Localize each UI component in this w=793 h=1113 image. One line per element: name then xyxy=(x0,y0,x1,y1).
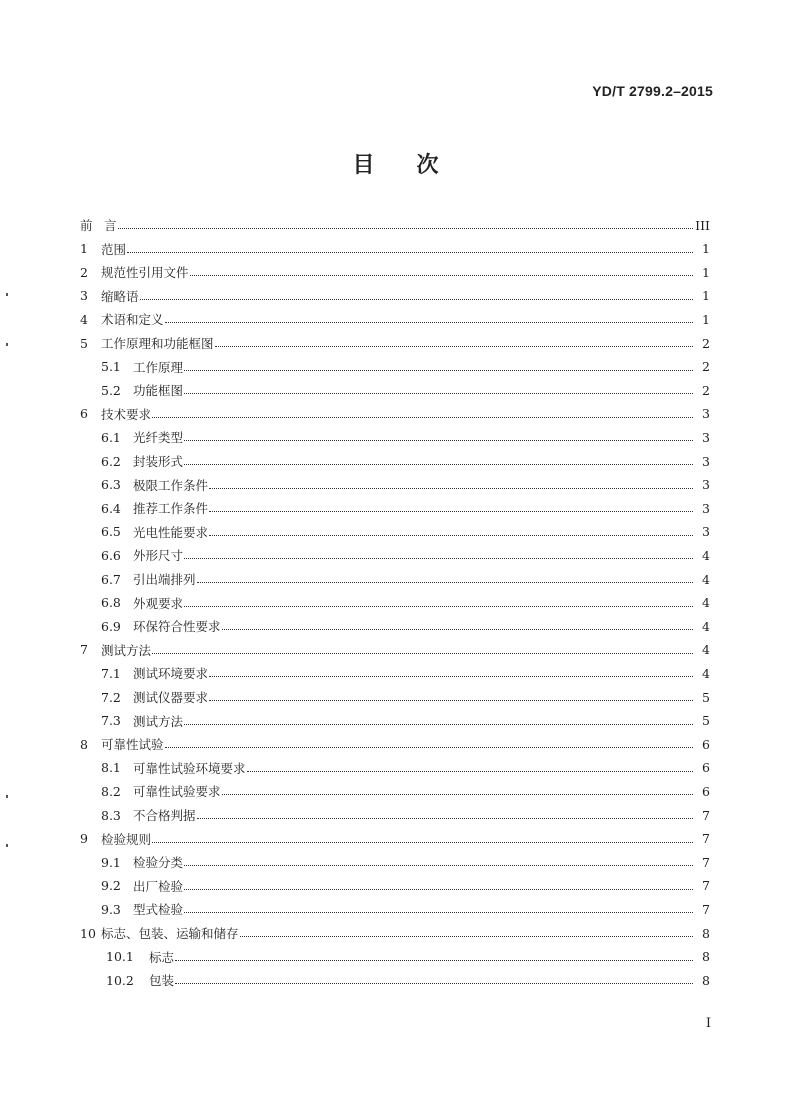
toc-entry-title: 检验分类 xyxy=(133,855,184,871)
toc-dot-leader xyxy=(184,463,693,465)
toc-dot-leader xyxy=(152,652,693,654)
toc-dot-leader xyxy=(175,982,693,984)
toc-entry-title: 推荐工作条件 xyxy=(133,501,209,517)
scan-speck xyxy=(6,343,8,346)
toc-entry-title: 缩略语 xyxy=(101,288,139,304)
toc-entry xyxy=(101,592,710,614)
toc-entry-number: 9 xyxy=(80,831,88,847)
toc-entry-page: 7 xyxy=(702,878,710,894)
toc-entry-title: 范围 xyxy=(101,241,127,257)
toc-entry-page: 1 xyxy=(702,288,710,304)
toc-entry xyxy=(80,922,710,944)
toc-entry xyxy=(80,238,710,260)
toc-entry-number: 6.5 xyxy=(101,524,121,540)
toc-entry-number: 前 xyxy=(80,218,93,233)
toc-entry xyxy=(106,969,710,991)
toc-entry xyxy=(80,828,710,850)
toc-entry-page: 4 xyxy=(702,665,710,681)
toc-entry xyxy=(101,662,710,684)
toc-entry-number: 5.1 xyxy=(101,359,121,375)
toc-entry xyxy=(101,851,710,873)
toc-entry-page: 3 xyxy=(702,429,710,445)
toc-entry xyxy=(106,946,710,968)
toc-dot-leader xyxy=(184,864,693,866)
toc-entry-title: 测试方法 xyxy=(133,713,184,729)
toc-entry xyxy=(80,332,710,354)
toc-entry-number: 5 xyxy=(80,335,88,351)
toc-entry-page: 4 xyxy=(702,547,710,563)
toc-dot-leader xyxy=(247,770,693,772)
toc-entry xyxy=(80,214,710,236)
toc-entry-number: 2 xyxy=(80,264,88,280)
toc-dot-leader xyxy=(184,888,693,890)
toc-entry-page: 1 xyxy=(702,311,710,327)
toc-dot-leader xyxy=(222,628,693,630)
toc-entry-number: 7 xyxy=(80,642,88,658)
toc-entry xyxy=(80,639,710,661)
toc-entry-page: 3 xyxy=(702,524,710,540)
toc-entry xyxy=(101,521,710,543)
toc-entry xyxy=(101,710,710,732)
toc-entry-page: 8 xyxy=(702,972,710,988)
toc-entry-number: 6 xyxy=(80,406,88,422)
toc-entry-number: 6.7 xyxy=(101,571,121,587)
toc-entry-number: 6.9 xyxy=(101,618,121,634)
toc-dot-leader xyxy=(209,510,693,512)
toc-entry-title: 测试仪器要求 xyxy=(133,690,209,705)
toc-dot-leader xyxy=(215,345,693,347)
toc-entry xyxy=(80,733,710,755)
toc-entry-title: 标志、包装、运输和储存 xyxy=(101,926,239,941)
toc-entry xyxy=(101,426,710,448)
toc-entry-page: 6 xyxy=(702,736,710,752)
toc-entry-page: 7 xyxy=(702,807,710,823)
toc-entry-number: 6.1 xyxy=(101,429,121,445)
toc-dot-leader xyxy=(127,251,693,253)
toc-entry-page: 2 xyxy=(702,382,710,398)
toc-entry-title: 术语和定义 xyxy=(101,312,164,328)
toc-entry-title: 出厂检验 xyxy=(133,878,184,894)
toc-entry-number: 3 xyxy=(80,288,88,304)
toc-dot-leader xyxy=(209,487,693,489)
toc-dot-leader xyxy=(152,416,693,418)
toc-entry-title: 规范性引用文件 xyxy=(101,265,189,281)
toc-entry-number: 9.2 xyxy=(101,878,121,894)
toc-entry-number: 8.3 xyxy=(101,807,121,823)
toc-dot-leader xyxy=(240,935,693,937)
toc-entry-page: 6 xyxy=(702,760,710,776)
toc-entry-page: 3 xyxy=(702,477,710,493)
toc-entry-title: 可靠性试验 xyxy=(101,737,164,753)
toc-dot-leader xyxy=(209,534,693,536)
toc-entry xyxy=(101,356,710,378)
toc-entry-title: 封装形式 xyxy=(133,454,184,469)
toc-entry-number: 7.3 xyxy=(101,713,121,729)
toc-entry-number: 6.6 xyxy=(101,547,121,563)
toc-entry-number: 10.1 xyxy=(106,949,134,965)
toc-entry-title: 言 xyxy=(104,218,117,233)
toc-entry xyxy=(101,497,710,519)
scan-speck xyxy=(6,795,8,798)
toc-dot-leader xyxy=(152,841,693,843)
title-char-2: 次 xyxy=(416,153,441,178)
toc-entry xyxy=(101,379,710,401)
toc-entry xyxy=(101,615,710,637)
toc-entry-title: 测试方法 xyxy=(101,642,152,658)
toc-dot-leader xyxy=(184,439,693,441)
toc-entry-page: 3 xyxy=(702,500,710,516)
toc-entry-title: 可靠性试验环境要求 xyxy=(133,760,246,776)
scan-speck xyxy=(6,293,8,296)
toc-entry xyxy=(101,875,710,897)
toc-entry-number: 9.1 xyxy=(101,854,121,870)
toc-entry-number: 6.4 xyxy=(101,500,121,516)
toc-entry-page: 8 xyxy=(702,925,710,941)
page-title xyxy=(0,148,793,179)
toc-dot-leader xyxy=(165,746,693,748)
page-number: I xyxy=(705,1016,711,1031)
toc-entry-page: 4 xyxy=(702,571,710,587)
toc-entry xyxy=(101,804,710,826)
toc-entry-title: 技术要求 xyxy=(101,406,152,422)
toc-entry-number: 5.2 xyxy=(101,382,121,398)
toc-dot-leader xyxy=(175,959,693,961)
toc-entry-page: 5 xyxy=(702,689,710,705)
toc-dot-leader xyxy=(118,227,693,229)
toc-entry-title: 功能框图 xyxy=(133,383,184,399)
toc-entry-number: 10.2 xyxy=(106,972,134,988)
toc-entry-number: 8.1 xyxy=(101,760,121,776)
toc-dot-leader xyxy=(165,321,693,323)
toc-entry-number: 4 xyxy=(80,311,88,327)
toc-entry-number: 7.1 xyxy=(101,665,121,681)
toc-entry xyxy=(80,308,710,330)
toc-entry-page: 4 xyxy=(702,642,710,658)
toc-entry-page: 7 xyxy=(702,901,710,917)
toc-dot-leader xyxy=(184,369,693,371)
toc-entry-page: 1 xyxy=(702,264,710,280)
toc-entry xyxy=(101,474,710,496)
toc-entry-number: 10 xyxy=(80,925,96,941)
toc-entry xyxy=(101,780,710,802)
toc-entry xyxy=(101,450,710,472)
toc-entry-title: 外观要求 xyxy=(133,595,184,611)
toc-entry-number: 1 xyxy=(80,241,88,257)
toc-entry-title: 工作原理 xyxy=(133,359,184,375)
toc-entry-title: 环保符合性要求 xyxy=(133,619,221,635)
toc-entry-title: 引出端排列 xyxy=(133,572,196,587)
toc-entry-page: III xyxy=(695,217,710,233)
toc-entry-title: 可靠性试验要求 xyxy=(133,784,221,800)
toc-entry-page: 2 xyxy=(702,359,710,375)
toc-entry-number: 9.3 xyxy=(101,901,121,917)
toc-entry-number: 8 xyxy=(80,736,88,752)
toc-entry-title: 外形尺寸 xyxy=(133,548,184,564)
title-char-1: 目 xyxy=(352,153,377,178)
toc-entry-page: 3 xyxy=(702,406,710,422)
toc-dot-leader xyxy=(197,581,693,583)
toc-dot-leader xyxy=(184,557,693,559)
toc-entry-page: 4 xyxy=(702,618,710,634)
toc-entry-title: 测试环境要求 xyxy=(133,666,209,682)
toc-entry-title: 检验规则 xyxy=(101,831,152,847)
toc-entry-title: 光电性能要求 xyxy=(133,524,209,540)
standard-code: YD/T 2799.2–2015 xyxy=(592,83,713,99)
toc-entry-page: 7 xyxy=(702,854,710,870)
toc-entry xyxy=(80,261,710,283)
toc-dot-leader xyxy=(184,911,693,913)
toc-entry xyxy=(101,757,710,779)
toc-entry xyxy=(101,686,710,708)
toc-entry-title: 不合格判据 xyxy=(133,808,196,823)
toc-entry-number: 6.8 xyxy=(101,595,121,611)
toc-dot-leader xyxy=(222,793,693,795)
toc-dot-leader xyxy=(197,817,693,819)
toc-entry-page: 2 xyxy=(702,335,710,351)
toc-dot-leader xyxy=(140,298,693,300)
toc-entry-number: 7.2 xyxy=(101,689,121,705)
toc-dot-leader xyxy=(184,605,693,607)
toc-entry-number: 6.2 xyxy=(101,453,121,469)
toc-entry xyxy=(80,403,710,425)
scan-speck xyxy=(6,844,8,847)
toc-entry-page: 4 xyxy=(702,595,710,611)
toc-dot-leader xyxy=(209,675,693,677)
toc-entry xyxy=(80,285,710,307)
toc-entry-page: 5 xyxy=(702,713,710,729)
toc-entry-page: 7 xyxy=(702,831,710,847)
toc-dot-leader xyxy=(190,274,693,276)
toc-entry xyxy=(101,568,710,590)
toc-entry-title: 型式检验 xyxy=(133,902,184,918)
toc-entry-title: 标志 xyxy=(149,949,175,965)
toc-dot-leader xyxy=(184,723,693,725)
toc-entry-title: 极限工作条件 xyxy=(133,477,209,493)
toc-entry-title: 光纤类型 xyxy=(133,430,184,446)
toc-entry-page: 8 xyxy=(702,949,710,965)
toc-entry xyxy=(101,544,710,566)
toc-dot-leader xyxy=(209,699,693,701)
toc-entry-page: 1 xyxy=(702,241,710,257)
toc-entry-page: 3 xyxy=(702,453,710,469)
toc-dot-leader xyxy=(184,392,693,394)
toc-entry-number: 6.3 xyxy=(101,477,121,493)
toc-entry-page: 6 xyxy=(702,783,710,799)
toc-entry-title: 工作原理和功能框图 xyxy=(101,336,214,351)
toc-entry xyxy=(101,898,710,920)
toc-entry-number: 8.2 xyxy=(101,783,121,799)
toc-entry-title: 包装 xyxy=(149,973,175,989)
